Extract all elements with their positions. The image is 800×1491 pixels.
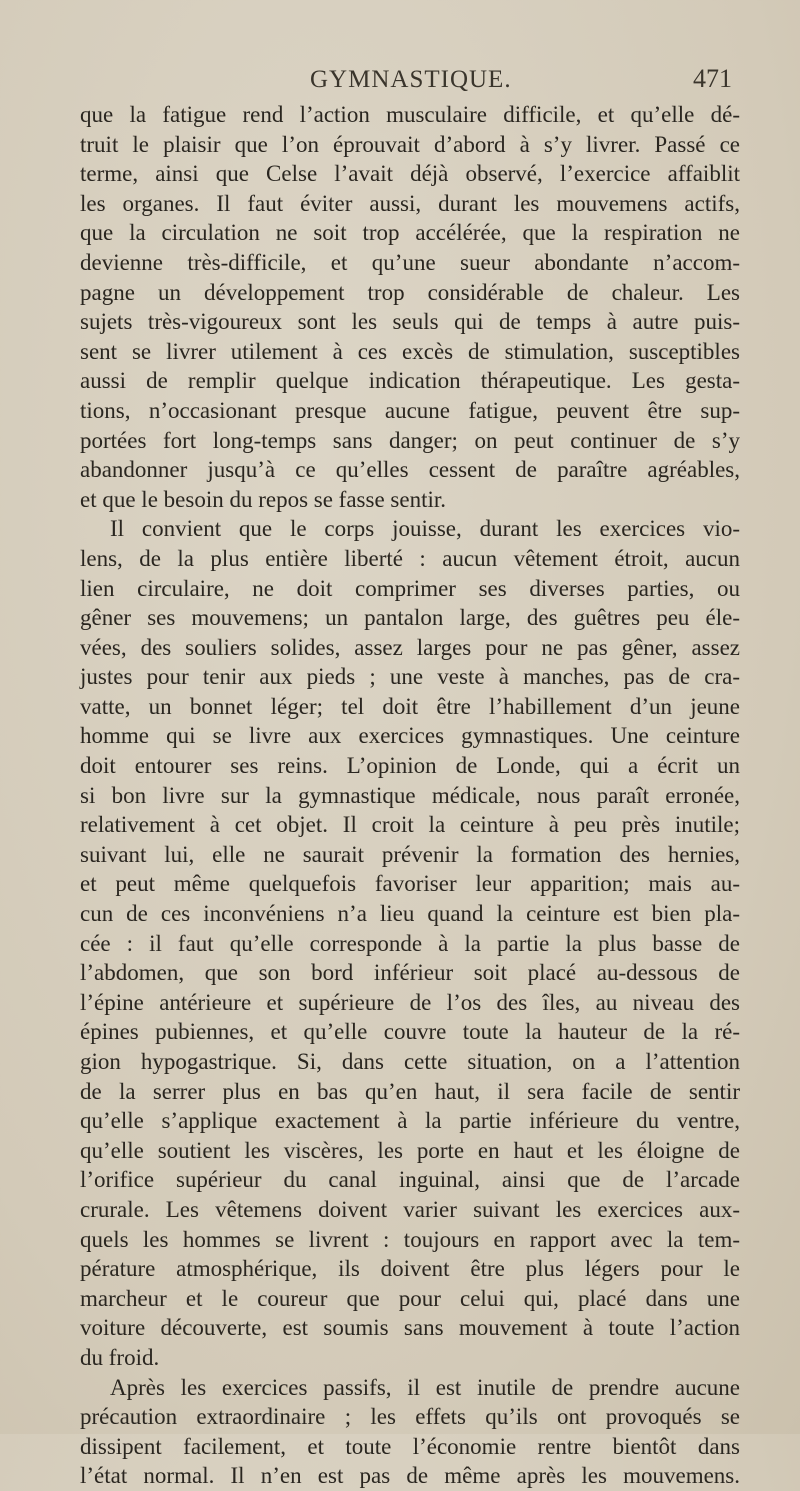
- text-line: l’abdomen, que son bord inférieur soit placé au-dessous de: [80, 960, 740, 986]
- text-line: suivant lui, elle ne saurait prévenir la formation des hernies,: [80, 841, 740, 867]
- text-line: dissipent facilement, et toute l’économie rentre bientôt dans: [80, 1433, 740, 1459]
- text-line: crurale. Les vêtemens doivent varier suivant les exercices aux-: [80, 1196, 740, 1222]
- text-line: vatte, un bonnet léger; tel doit être l’habillement d’un jeune: [80, 693, 740, 719]
- text-line: les organes. Il faut éviter aussi, durant les mouvemens actifs,: [80, 190, 740, 216]
- page-number: 471: [693, 64, 732, 93]
- text-line: et peut même quelquefois favoriser leur apparition; mais au-: [80, 871, 740, 897]
- text-line: marcheur et le coureur que pour celui qui, placé dans une: [80, 1285, 740, 1311]
- text-line: Il convient que le corps jouisse, durant les exercices vio-: [110, 516, 740, 542]
- text-line: vées, des souliers solides, assez larges pour ne pas gêner, assez: [80, 634, 740, 660]
- text-line: devienne très-difficile, et qu’une sueur abondante n’accom-: [80, 249, 740, 275]
- text-line: l’état normal. Il n’en est pas de même après les mouvemens.: [80, 1463, 740, 1489]
- text-line: aussi de remplir quelque indication thérapeutique. Les gesta-: [80, 368, 740, 394]
- text-line: doit entourer ses reins. L’opinion de Londe, qui a écrit un: [80, 753, 740, 779]
- text-line: qu’elle soutient les viscères, les porte en haut et les éloigne de: [80, 1137, 740, 1163]
- text-line: cun de ces inconvéniens n’a lieu quand la ceinture est bien pla-: [80, 901, 740, 927]
- text-line: abandonner jusqu’à ce qu’elles cessent de paraître agréables,: [80, 457, 740, 483]
- text-line: sujets très-vigoureux sont les seuls qui de temps à autre puis-: [80, 309, 740, 335]
- text-line: voiture découverte, est soumis sans mouvement à toute l’action: [80, 1315, 740, 1341]
- text-line: pérature atmosphérique, ils doivent être plus légers pour le: [80, 1256, 740, 1282]
- running-title: GYMNASTIQUE.: [310, 66, 512, 93]
- text-line: justes pour tenir aux pieds ; une veste à manches, pas de cra-: [80, 664, 740, 690]
- text-line: gion hypogastrique. Si, dans cette situation, on a l’attention: [80, 1049, 740, 1074]
- text-line: Après les exercices passifs, il est inutile de prendre aucune: [110, 1374, 740, 1400]
- text-line: relativement à cet objet. Il croit la ceinture à peu près inutile;: [80, 812, 740, 838]
- text-line: cée : il faut qu’elle corresponde à la partie la plus basse de: [80, 930, 740, 956]
- text-line: précaution extraordinaire ; les effets qu’ils ont provoqués se: [80, 1404, 740, 1430]
- text-line: homme qui se livre aux exercices gymnastiques. Une ceinture: [80, 723, 740, 749]
- body-text: [80, 100, 740, 1491]
- text-line: tions, n’occasionant presque aucune fatigue, peuvent être sup-: [80, 397, 740, 423]
- text-line: gêner ses mouvemens; un pantalon large, des guêtres peu éle-: [80, 605, 740, 631]
- text-line: du froid.: [80, 1344, 160, 1370]
- text-line: sent se livrer utilement à ces excès de stimulation, susceptibles: [80, 338, 740, 364]
- text-line: si bon livre sur la gymnastique médicale, nous paraît erronée,: [80, 782, 740, 808]
- text-line: épines pubiennes, et qu’elle couvre toute la hauteur de la ré-: [80, 1019, 740, 1045]
- text-line: pagne un développement trop considérable de chaleur. Les: [80, 279, 740, 305]
- text-line: que la circulation ne soit trop accélérée, que la respiration ne: [80, 220, 740, 246]
- text-line: lien circulaire, ne doit comprimer ses diverses parties, ou: [80, 575, 740, 601]
- text-line: quels les hommes se livrent : toujours en rapport avec la tem-: [80, 1226, 740, 1252]
- text-line: l’orifice supérieur du canal inguinal, ainsi que de l’arcade: [80, 1167, 740, 1193]
- text-line: que la fatigue rend l’action musculaire difficile, et qu’elle dé-: [80, 102, 740, 127]
- text-line: et que le besoin du repos se fasse sentir.: [80, 486, 446, 512]
- text-line: truit le plaisir que l’on éprouvait d’abord à s’y livrer. Passé ce: [80, 131, 740, 157]
- text-line: l’épine antérieure et supérieure de l’os des îles, au niveau des: [80, 989, 740, 1015]
- text-line: portées fort long-temps sans danger; on peut continuer de s’y: [80, 427, 740, 453]
- running-head: [80, 64, 740, 98]
- text-line: lens, de la plus entière liberté : aucun vêtement étroit, aucun: [80, 545, 740, 571]
- text-line: qu’elle s’applique exactement à la partie inférieure du ventre,: [80, 1108, 740, 1134]
- text-line: de la serrer plus en bas qu’en haut, il sera facile de sentir: [80, 1078, 740, 1104]
- text-line: terme, ainsi que Celse l’avait déjà observé, l’exercice affaiblit: [80, 161, 740, 187]
